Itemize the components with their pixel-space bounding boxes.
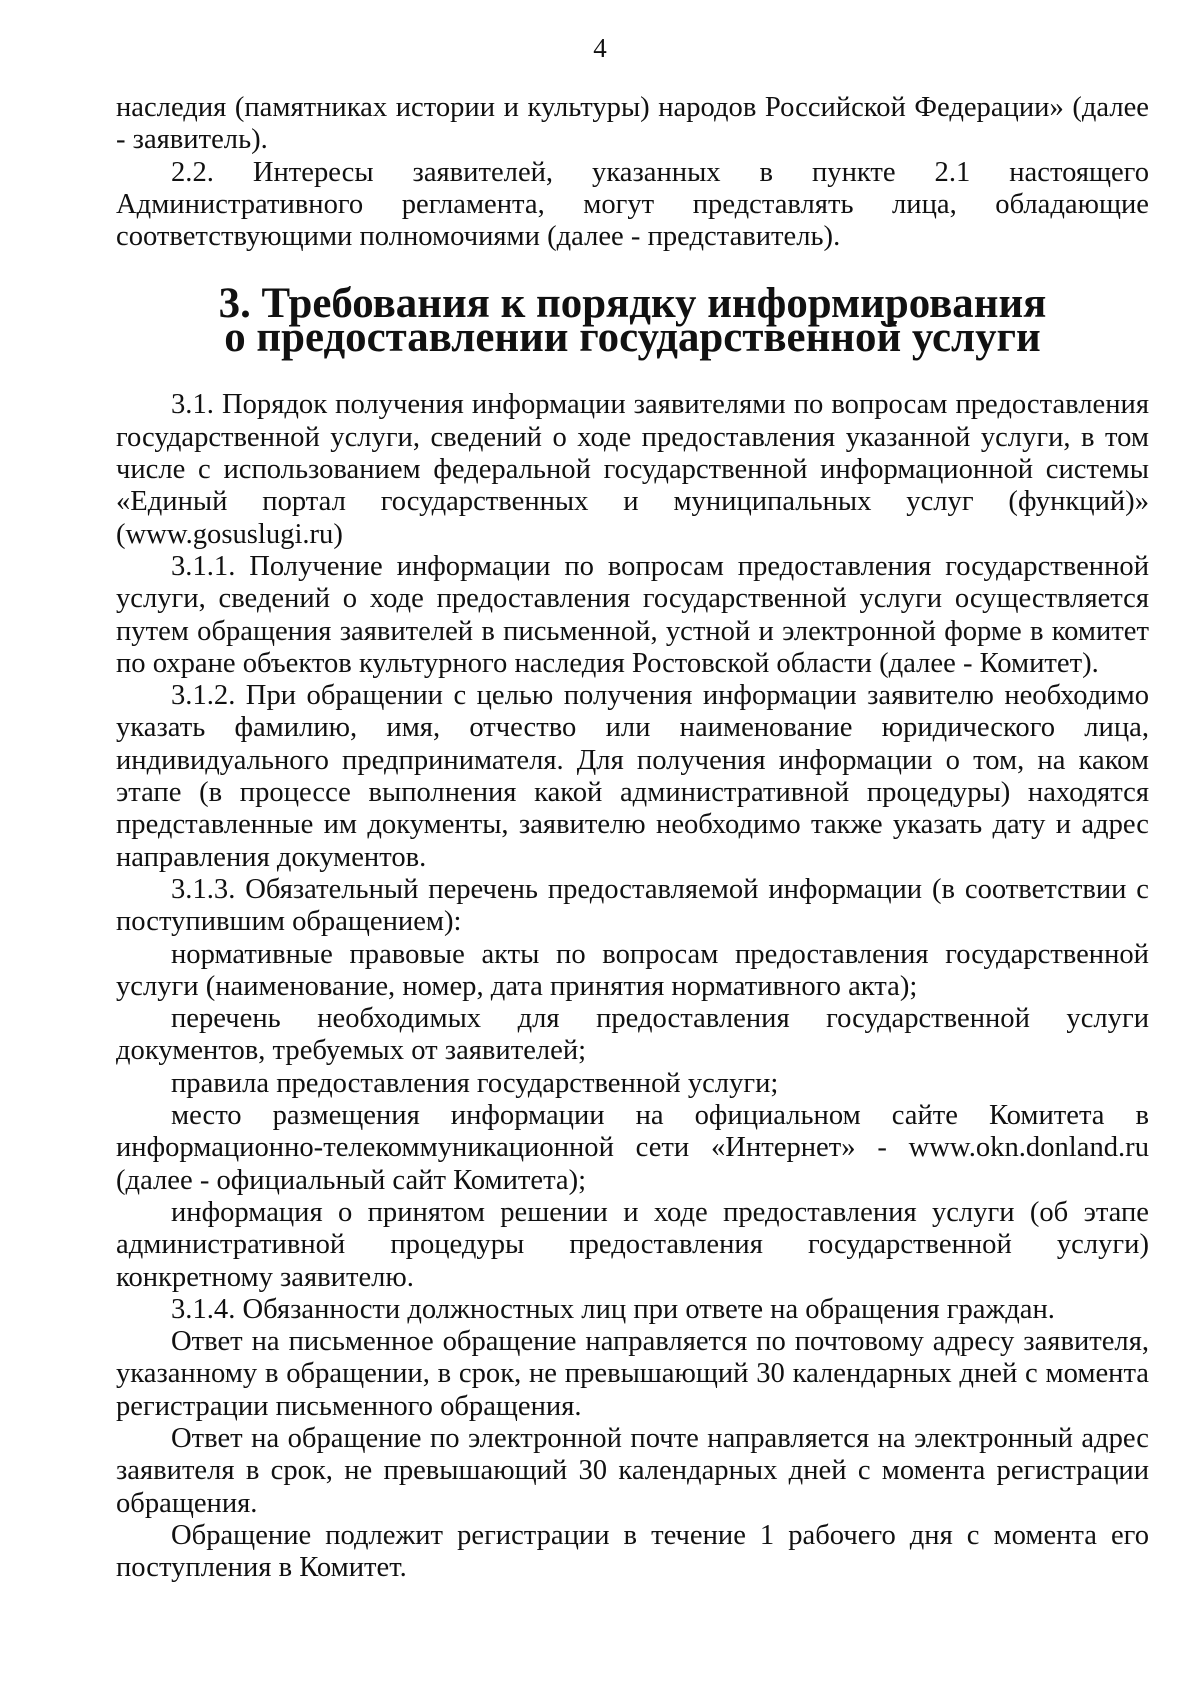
list-item-website: место размещения информации на официальном сайте Комитета в информационно-телекоммуникационной сети «Интернет» - www.okn.donland.ru (далее - официальный сайт Комитета); xyxy=(116,1100,1149,1196)
paragraph-written-response: Ответ на письменное обращение направляется по почтовому адресу заявителя, указанному в обращении, в срок, не превышающий 30 календарных дней с момента регистрации письменного обращения. xyxy=(116,1326,1149,1422)
section-heading xyxy=(116,280,1149,362)
list-item-documents: перечень необходимых для предоставления государственной услуги документов, требуемых от заявителей; xyxy=(116,1003,1149,1067)
paragraph-3-1: 3.1. Порядок получения информации заявителями по вопросам предоставления государственной услуги, сведений о ходе предоставления указанной услуги, в том числе с использованием федеральной государственной информационной системы «Единый портал государственных и муниципальных услуг (функций)» (www.gosuslugi.ru) xyxy=(116,389,1149,550)
section-heading-line-1: 3. Требования к порядку информирования xyxy=(218,280,1047,328)
paragraph-continuation: наследия (памятниках истории и культуры) народов Российской Федерации» (далее - заявитель). xyxy=(116,92,1149,156)
list-item-normative-acts: нормативные правовые акты по вопросам предоставления государственной услуги (наименование, номер, дата принятия нормативного акта); xyxy=(116,938,1149,1002)
paragraph-2-2: 2.2. Интересы заявителей, указанных в пункте 2.1 настоящего Административного регламента, могут представлять лица, обладающие соответствующими полномочиями (далее - представитель). xyxy=(116,156,1149,253)
paragraph-3-1-2: 3.1.2. При обращении с целью получения информации заявителю необходимо указать фамилию, имя, отчество или наименование юридического лица, индивидуального предпринимателя. Для получения информации о том, на каком этапе (в процессе выполнения какой административной процедуры) находятся представленные им документы, заявителю необходимо также указать дату и адрес направления документов. xyxy=(116,680,1149,873)
document-body xyxy=(116,92,1149,1584)
paragraph-3-1-1: 3.1.1. Получение информации по вопросам предоставления государственной услуги, сведений о ходе предоставления государственной услуги осуществляется путем обращения заявителей в письменной, устной и электронной форме в комитет по охране объектов культурного наследия Ростовской области (далее - Комитет). xyxy=(116,550,1149,679)
list-item-rules: правила предоставления государственной услуги; xyxy=(171,1067,779,1099)
paragraph-email-response: Ответ на обращение по электронной почте направляется на электронный адрес заявителя в срок, не превышающий 30 календарных дней с момента регистрации обращения. xyxy=(116,1422,1149,1519)
page-number: 4 xyxy=(593,33,607,63)
paragraph-3-1-3: 3.1.3. Обязательный перечень предоставляемой информации (в соответствии с поступившим обращением): xyxy=(116,873,1149,938)
section-heading-line-2: о предоставлении государственной услуги xyxy=(224,314,1041,362)
paragraph-3-1-4: 3.1.4. Обязанности должностных лиц при ответе на обращения граждан. xyxy=(171,1293,1055,1325)
list-item-decision-info: информация о принятом решении и ходе предоставления услуги (об этапе административной процедуры предоставления государственной услуги) конкретному заявителю. xyxy=(116,1196,1149,1293)
paragraph-registration: Обращение подлежит регистрации в течение 1 рабочего дня с момента его поступления в Комитет. xyxy=(116,1519,1149,1584)
